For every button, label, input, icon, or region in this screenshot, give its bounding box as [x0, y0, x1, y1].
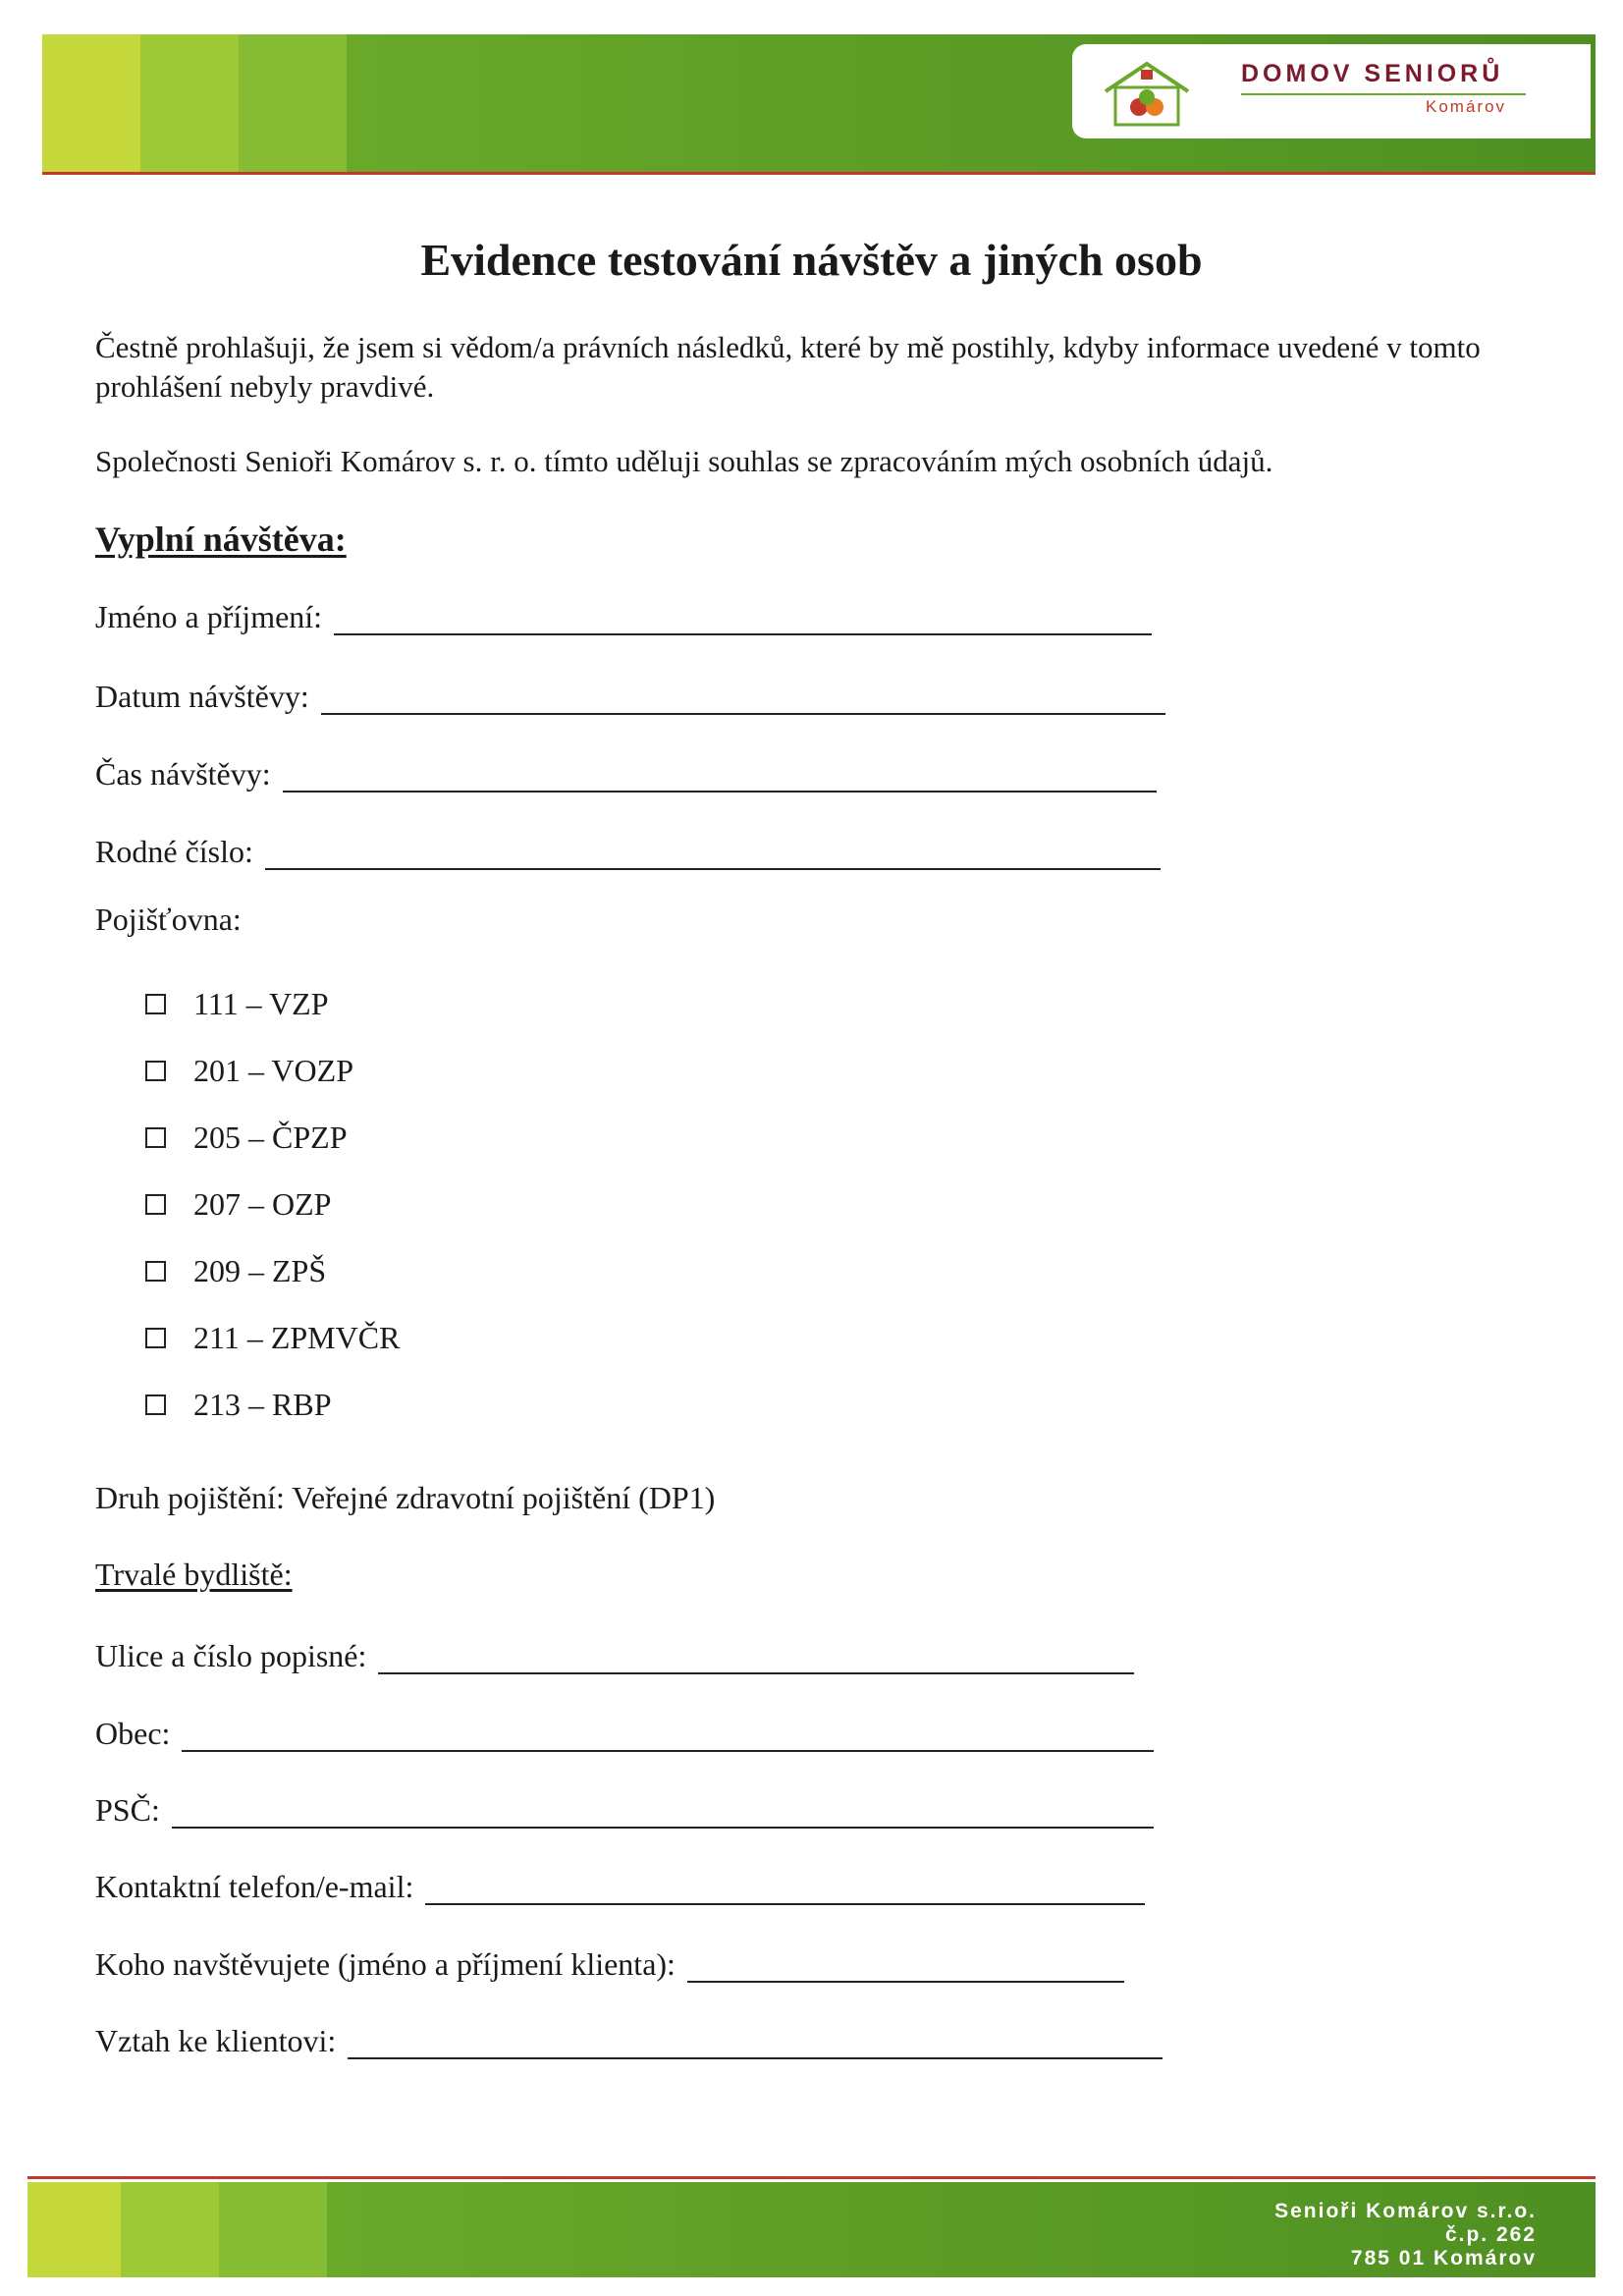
company-name: Senioři Komárov s.r.o.	[1274, 2200, 1537, 2222]
visiting-input-line[interactable]	[687, 1951, 1124, 1983]
insurer-label: Pojišťovna:	[95, 902, 242, 937]
residence-heading: Trvalé bydliště:	[95, 1557, 293, 1592]
checkbox[interactable]	[145, 1394, 166, 1415]
logo-title: DOMOV SENIORŮ	[1241, 60, 1504, 87]
checkbox[interactable]	[145, 1194, 166, 1215]
time-input-line[interactable]	[283, 761, 1157, 793]
city-label: Obec:	[95, 1716, 171, 1751]
document-title: Evidence testování návštěv a jiných osob	[420, 235, 1203, 285]
insurer-option[interactable]	[145, 1318, 400, 1357]
insurer-option-label: 201 – VOZP	[193, 1052, 353, 1088]
section-heading: Vyplní návštěva:	[95, 519, 347, 559]
insurer-option[interactable]	[145, 1385, 331, 1424]
name-label: Jméno a příjmení:	[95, 599, 323, 634]
birth-number-field[interactable]	[95, 827, 1161, 870]
zip-input-line[interactable]	[172, 1797, 1154, 1829]
birth-number-label: Rodné číslo:	[95, 834, 253, 869]
street-field[interactable]	[95, 1631, 1134, 1674]
city-input-line[interactable]	[182, 1721, 1154, 1752]
house-logo-icon	[1100, 58, 1194, 129]
insurer-option-label: 207 – OZP	[193, 1185, 332, 1222]
insurer-option-label: 213 – RBP	[193, 1386, 332, 1422]
time-field[interactable]	[95, 749, 1157, 793]
zip-field[interactable]	[95, 1785, 1154, 1829]
contact-field[interactable]	[95, 1862, 1145, 1905]
name-input-line[interactable]	[334, 604, 1152, 635]
checkbox[interactable]	[145, 1261, 166, 1282]
insurer-option[interactable]	[145, 1118, 347, 1157]
postal-city: 785 01 Komárov	[1350, 2247, 1537, 2269]
name-field[interactable]	[95, 592, 1152, 635]
visiting-label: Koho navštěvujete (jméno a příjmení klienta):	[95, 1946, 676, 1982]
insurer-option[interactable]	[145, 984, 329, 1023]
relation-input-line[interactable]	[348, 2028, 1163, 2059]
time-label: Čas návštěvy:	[95, 756, 271, 792]
checkbox[interactable]	[145, 1061, 166, 1081]
header-divider	[42, 172, 1596, 175]
city-field[interactable]	[95, 1709, 1154, 1752]
contact-input-line[interactable]	[425, 1874, 1145, 1905]
insurer-option[interactable]	[145, 1051, 353, 1090]
footer-band	[27, 2182, 1596, 2277]
date-input-line[interactable]	[321, 683, 1165, 715]
logo	[1072, 44, 1591, 138]
logo-subtitle: Komárov	[1426, 97, 1507, 116]
insurer-option-label: 209 – ZPŠ	[193, 1252, 327, 1288]
street-label: Ulice a číslo popisné:	[95, 1638, 367, 1673]
contact-label: Kontaktní telefon/e-mail:	[95, 1869, 414, 1904]
birth-number-input-line[interactable]	[265, 839, 1161, 870]
checkbox[interactable]	[145, 1127, 166, 1148]
checkbox[interactable]	[145, 1328, 166, 1348]
insurer-option[interactable]	[145, 1251, 326, 1290]
relation-label: Vztah ke klientovi:	[95, 2023, 337, 2058]
logo-divider	[1241, 93, 1526, 95]
visiting-field[interactable]	[95, 1940, 1124, 1983]
relation-field[interactable]	[95, 2016, 1163, 2059]
insurance-type: Druh pojištění: Veřejné zdravotní pojištění (DP1)	[95, 1480, 716, 1515]
date-label: Datum návštěvy:	[95, 679, 309, 714]
insurer-option-label: 205 – ČPZP	[193, 1119, 348, 1155]
insurer-option-label: 211 – ZPMVČR	[193, 1319, 401, 1355]
declaration-text: Čestně prohlašuji, že jsem si vědom/a právních následků, které by mě postihly, kdyby informace uvedené v tomto prohlášení nebyly pravdivé.	[95, 330, 1481, 404]
date-field[interactable]	[95, 672, 1165, 715]
checkbox[interactable]	[145, 994, 166, 1014]
zip-label: PSČ:	[95, 1792, 160, 1828]
footer-divider	[27, 2176, 1596, 2179]
house-number: č.p. 262	[1444, 2223, 1537, 2246]
consent-text: Společnosti Senioři Komárov s. r. o. tímto uděluji souhlas se zpracováním mých osobních údajů.	[95, 444, 1273, 478]
street-input-line[interactable]	[378, 1643, 1134, 1674]
insurer-option[interactable]	[145, 1184, 331, 1224]
insurer-option-label: 111 – VZP	[193, 985, 329, 1021]
company-address	[1274, 2200, 1537, 2270]
